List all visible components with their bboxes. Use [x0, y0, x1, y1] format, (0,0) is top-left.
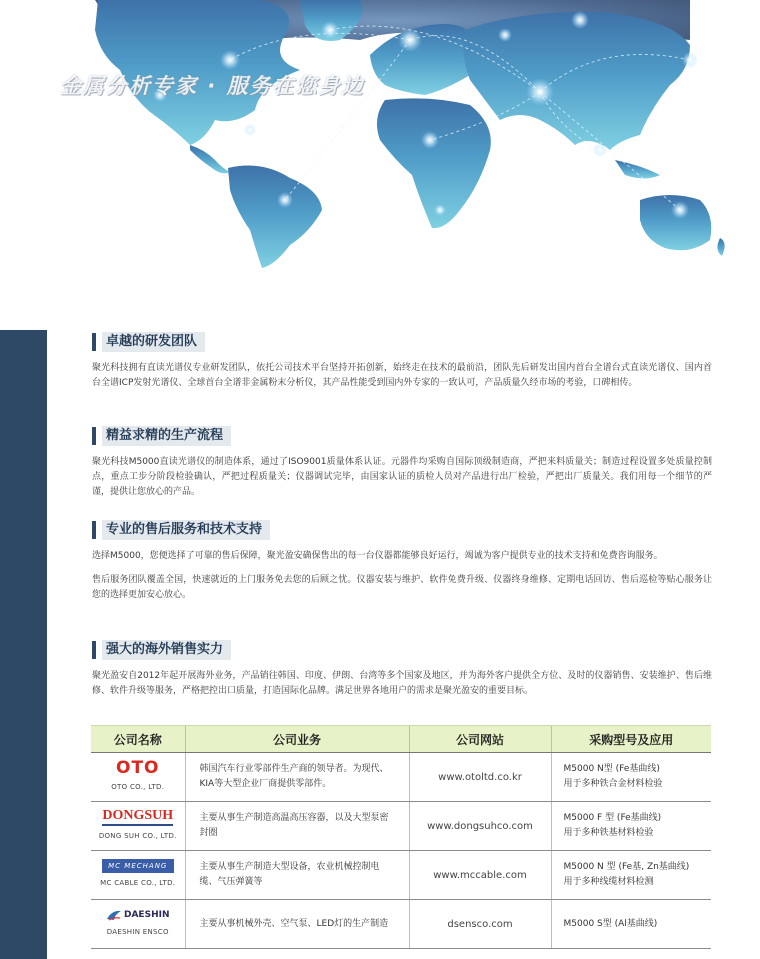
- daeshin-mark-icon: [106, 908, 122, 922]
- table-row: [91, 802, 711, 851]
- model-name: M5000 N型 (Fe基曲线): [563, 764, 660, 774]
- section-title: 卓越的研发团队: [102, 332, 205, 352]
- section-paragraph: 聚光盈安自2012年起开展海外业务，产品销往韩国、印度、伊朗、台湾等多个国家及地区，并为海外客户提供全方位、及时的仪器销售、安装维护、售后维修、软件升级等服务，严格把控出口质量，打造国际化品牌。满足世界各地用户的需求是聚光盈安的重要目标。: [92, 671, 712, 696]
- model-name: M5000 N 型 (Fe基, Zn基曲线): [563, 862, 690, 872]
- section-header: [92, 640, 712, 660]
- website-cell[interactable]: dsensco.com: [409, 900, 551, 949]
- business-cell: 主要从事机械外壳、空气泵、LED灯的生产制造: [185, 900, 409, 949]
- side-accent-bar: [0, 330, 47, 959]
- model-cell: [551, 802, 711, 851]
- business-cell: 主要从事生产制造高温高压容器，以及大型泵密封圈: [185, 802, 409, 851]
- model-cell: [551, 900, 711, 949]
- model-name: M5000 S型 (Al基曲线): [563, 918, 658, 929]
- section-production: [92, 426, 712, 500]
- world-map-graphic: [0, 0, 760, 300]
- section-paragraph: 售后服务团队覆盖全国，快速就近的上门服务免去您的后顾之忧。仪器安装与维护、软件免费升级、仪器终身维修、定期电话回访、售后巡检等贴心服务让您的选择更加安心放心。: [92, 575, 712, 600]
- table-header-row: [91, 726, 711, 753]
- company-cell: [91, 802, 185, 851]
- section-marker: [92, 641, 96, 659]
- company-name: OTO CO., LTD.: [111, 783, 165, 791]
- company-cell: [91, 753, 185, 802]
- dongsuh-logo: DONGSUH: [102, 808, 173, 826]
- table-row: [91, 753, 711, 802]
- asia-shape: [463, 12, 690, 150]
- section-title: 专业的售后服务和技术支持: [102, 520, 270, 540]
- header-website: 公司网站: [409, 726, 551, 753]
- section-rd-team: [92, 332, 712, 391]
- company-name: DONG SUH CO., LTD.: [98, 832, 177, 840]
- section-title: 强大的海外销售实力: [102, 640, 231, 660]
- website-cell[interactable]: www.mccable.com: [409, 851, 551, 900]
- model-application: 用于多种铁基材料检验: [563, 828, 654, 838]
- company-cell: [91, 851, 185, 900]
- website-cell[interactable]: www.dongsuhco.com: [409, 802, 551, 851]
- company-cell: [91, 900, 185, 949]
- model-name: M5000 F 型 (Fe基曲线): [563, 813, 662, 823]
- header-business: 公司业务: [185, 726, 409, 753]
- section-overseas: [92, 640, 712, 699]
- table-row: [91, 900, 711, 949]
- business-cell: 主要从事生产制造大型设备，农业机械控制电缆、气压弹簧等: [185, 851, 409, 900]
- section-header: [92, 332, 712, 352]
- section-after-sales: [92, 520, 712, 603]
- section-header: [92, 426, 712, 446]
- model-application: 用于多种铁合金材料检验: [563, 779, 663, 789]
- section-marker: [92, 427, 96, 445]
- company-name: MC CABLE CO., LTD.: [100, 879, 176, 887]
- hero-slogan: 金属分析专家 · 服务在您身边: [60, 74, 365, 98]
- section-paragraph: 聚光科技拥有直读光谱仪专业研发团队，依托公司技术平台坚持开拓创新，始终走在技术的最前沿，团队先后研发出国内首台全谱台式直读光谱仪、国内首台全谱ICP发射光谱仪、全球首台全谱非金属粉末分析仪，其产品性能受到国内外专家的一致认可，产品质量久经市场的考验，口碑相传。: [92, 363, 712, 388]
- south-america-shape: [228, 166, 322, 268]
- header-company-name: 公司名称: [91, 726, 185, 753]
- mc-cable-logo: MC MECHANG: [102, 859, 174, 873]
- section-header: [92, 520, 712, 540]
- section-marker: [92, 333, 96, 351]
- oto-logo: OTO: [116, 758, 160, 778]
- company-name: DAESHIN ENSCO: [106, 928, 169, 936]
- model-application: 用于多种线缆材料检测: [563, 877, 654, 887]
- model-cell: [551, 851, 711, 900]
- section-title: 精益求精的生产流程: [102, 426, 231, 446]
- model-cell: [551, 753, 711, 802]
- section-marker: [92, 521, 96, 539]
- section-paragraph: 选择M5000，您便选择了可靠的售后保障，聚光盈安确保售出的每一台仪器都能够良好运行，竭诚为客户提供专业的技术支持和免费咨询服务。: [92, 551, 663, 561]
- daeshin-logo-text: DAESHIN: [124, 910, 170, 920]
- daeshin-logo: [106, 908, 169, 922]
- business-cell: 韩国汽车行业零部件生产商的领导者。为现代、KIA等大型企业厂商提供零部件。: [185, 753, 409, 802]
- africa-shape: [377, 98, 491, 228]
- customer-table: [91, 725, 711, 949]
- header-model: 采购型号及应用: [551, 726, 711, 753]
- section-paragraph: 聚光科技M5000直读光谱仪的制造体系，通过了ISO9001质量体系认证。元器件均采购自国际顶级制造商，严把来料质量关；制造过程设置多处质量控制点，重点工步分阶段检验确认，严把过程质量关；仪器调试完毕，由国家认证的质检人员对产品进行出厂检验，严把出厂质量关。我们用每一个细节的严谨，提供让您放心的产品。: [92, 457, 712, 497]
- hero-banner: [0, 0, 760, 300]
- website-cell[interactable]: www.otoltd.co.kr: [409, 753, 551, 802]
- table-row: [91, 851, 711, 900]
